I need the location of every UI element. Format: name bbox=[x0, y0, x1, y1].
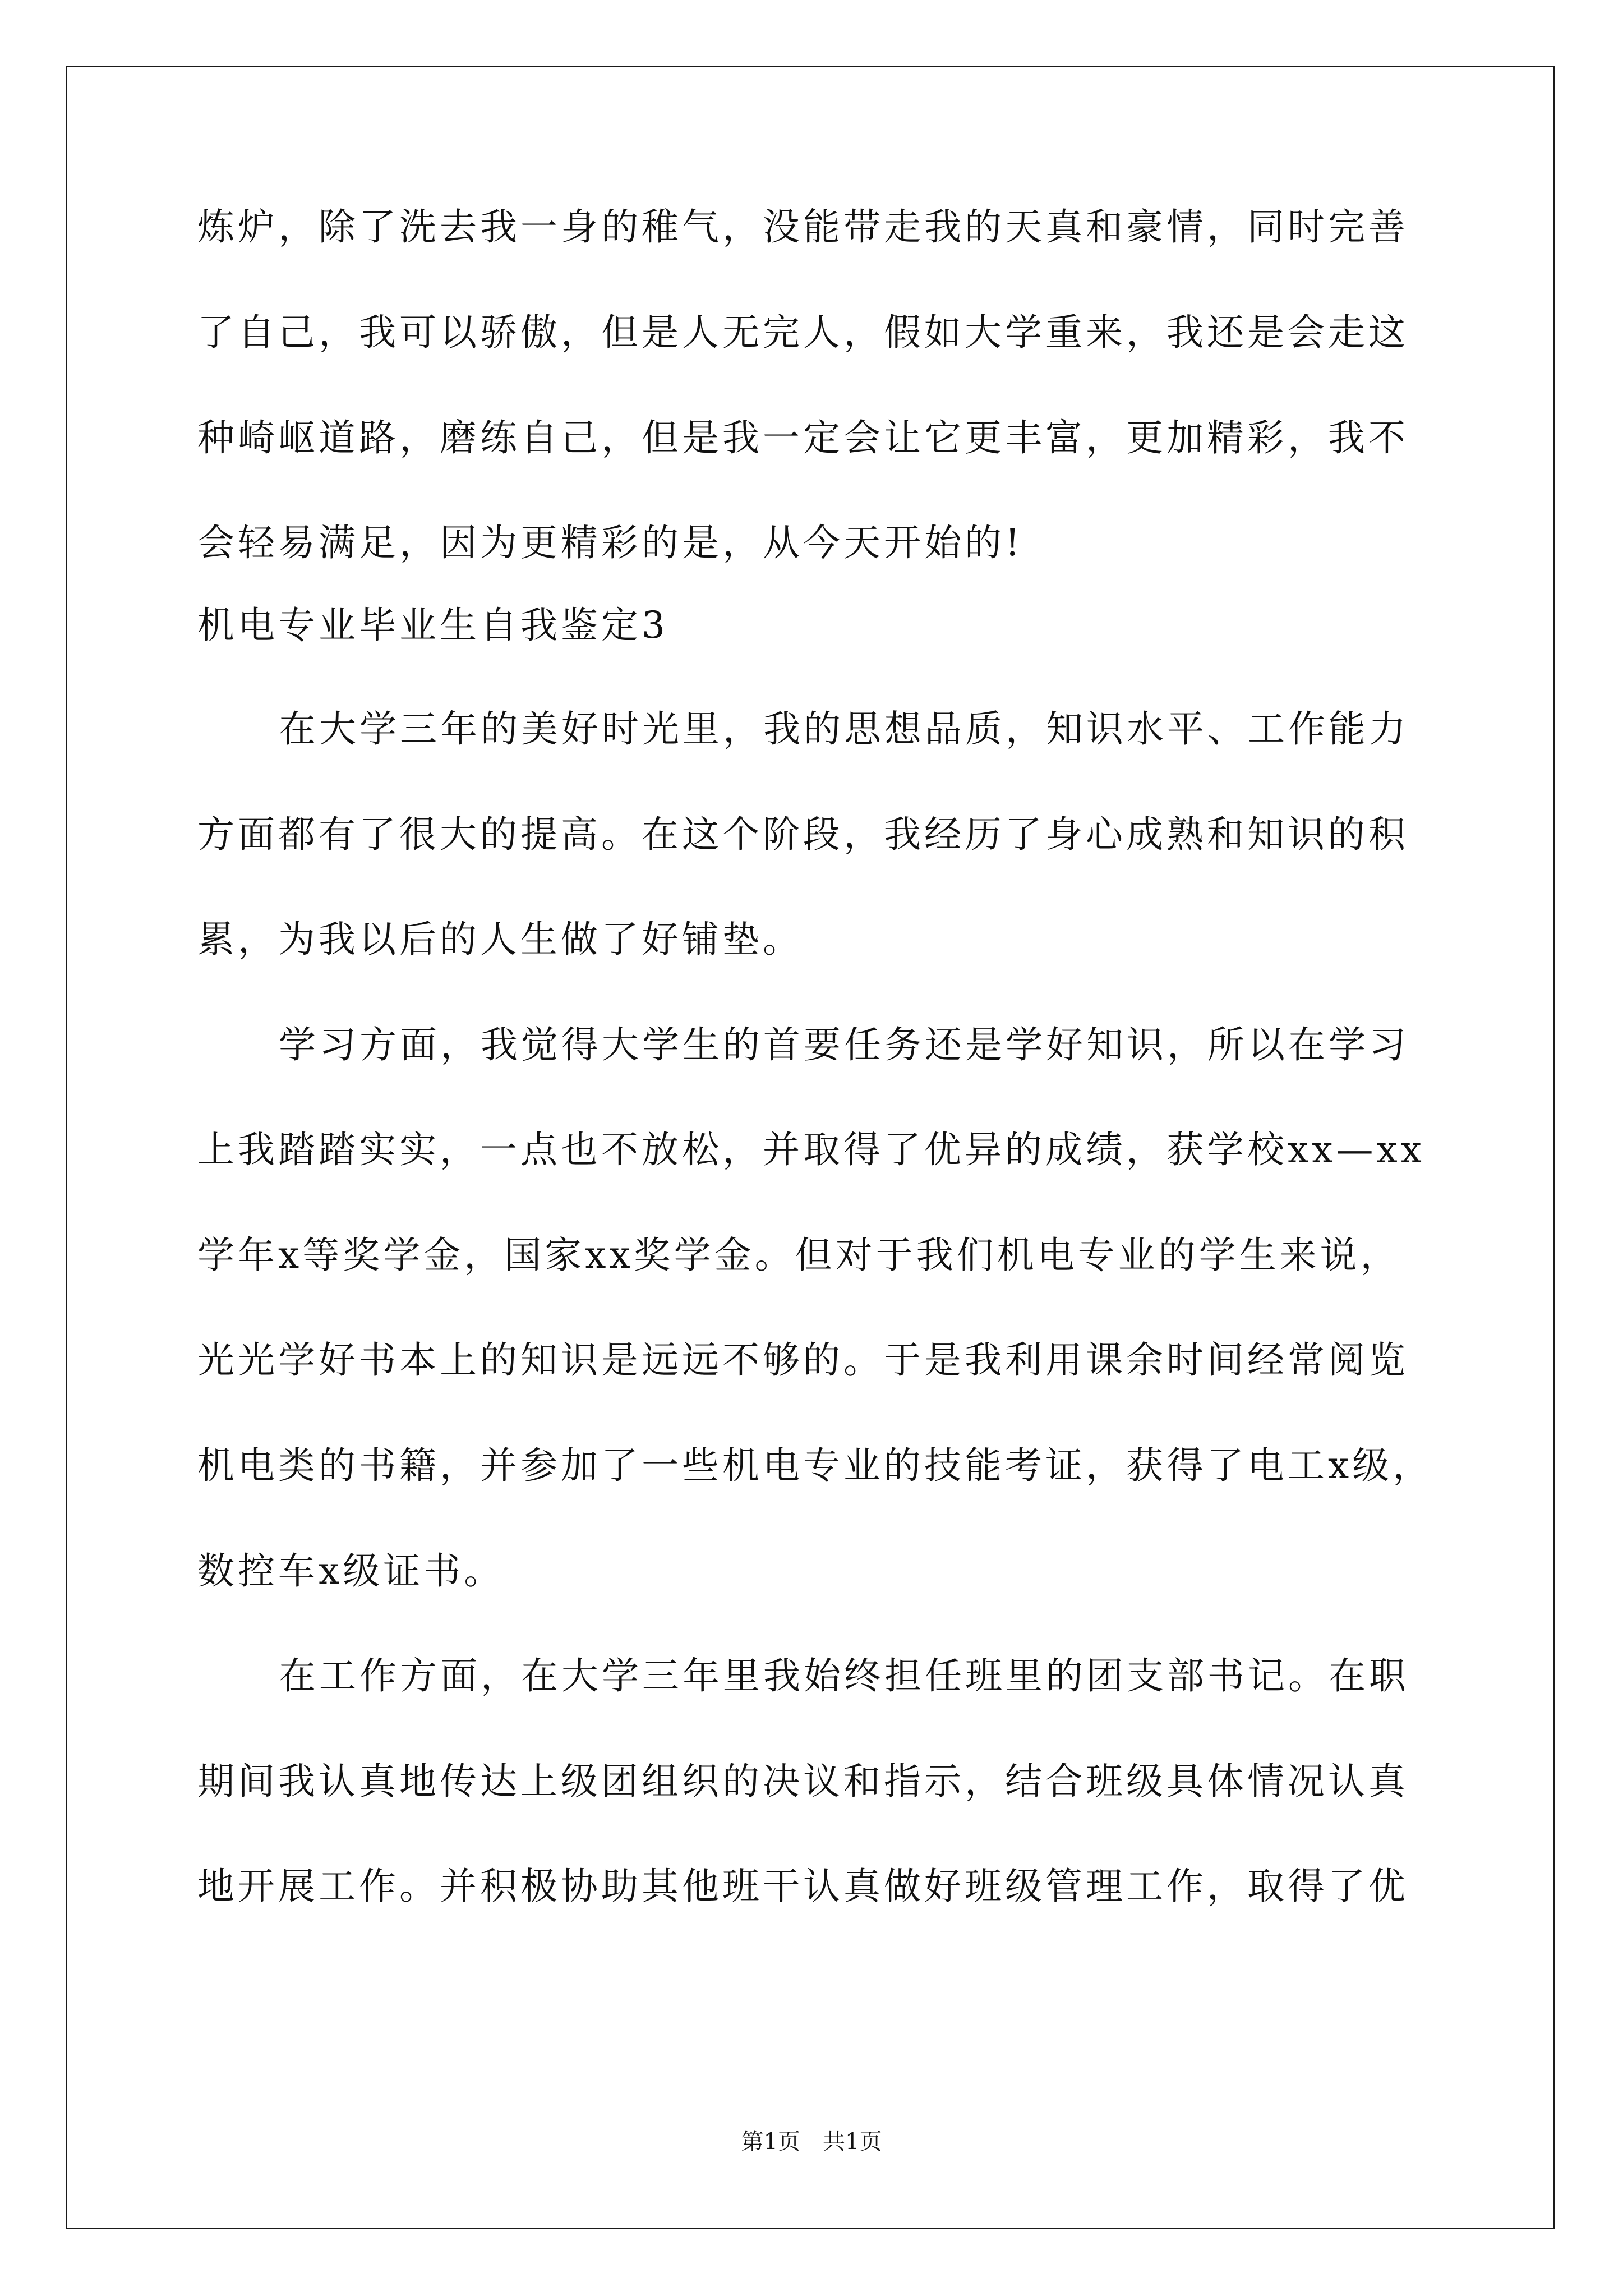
text-line: 在工作方面，在大学三年里我始终担任班里的团支部书记。在职 bbox=[279, 1654, 1409, 1697]
section-heading: 机电专业毕业生自我鉴定3 bbox=[197, 604, 668, 647]
text-line: 在大学三年的美好时光里，我的思想品质，知识水平、工作能力 bbox=[279, 707, 1409, 751]
text-line: 地开展工作。并积极协助其他班干认真做好班级管理工作，取得了优 bbox=[197, 1865, 1409, 1908]
text-line: 学年x等奖学金，国家xx奖学金。但对于我们机电专业的学生来说， bbox=[197, 1234, 1401, 1277]
text-line: 累，为我以后的人生做了好铺垫。 bbox=[197, 918, 803, 961]
page-footer: 第1页 共1页 bbox=[741, 2129, 882, 2155]
text-line: 炼炉，除了洗去我一身的稚气，没能带走我的天真和豪情，同时完善 bbox=[197, 205, 1409, 249]
text-line: 学习方面，我觉得大学生的首要任务还是学好知识，所以在学习 bbox=[279, 1023, 1409, 1066]
text-line: 了自己，我可以骄傲，但是人无完人，假如大学重来，我还是会走这 bbox=[197, 311, 1409, 354]
text-line: 期间我认真地传达上级团组织的决议和指示，结合班级具体情况认真 bbox=[197, 1760, 1409, 1803]
text-line: 种崎岖道路，磨练自己，但是我一定会让它更丰富，更加精彩，我不 bbox=[197, 416, 1409, 459]
text-line: 方面都有了很大的提高。在这个阶段，我经历了身心成熟和知识的积 bbox=[197, 813, 1409, 856]
text-line: 光光学好书本上的知识是远远不够的。于是我利用课余时间经常阅览 bbox=[197, 1338, 1409, 1382]
text-line: 机电类的书籍，并参加了一些机电专业的技能考证，获得了电工x级， bbox=[197, 1444, 1433, 1487]
text-line: 数控车x级证书。 bbox=[197, 1549, 505, 1593]
text-line: 会轻易满足，因为更精彩的是，从今天开始的! bbox=[197, 521, 1023, 564]
text-line: 上我踏踏实实，一点也不放松，并取得了优异的成绩，获学校xx—xx bbox=[197, 1128, 1425, 1171]
